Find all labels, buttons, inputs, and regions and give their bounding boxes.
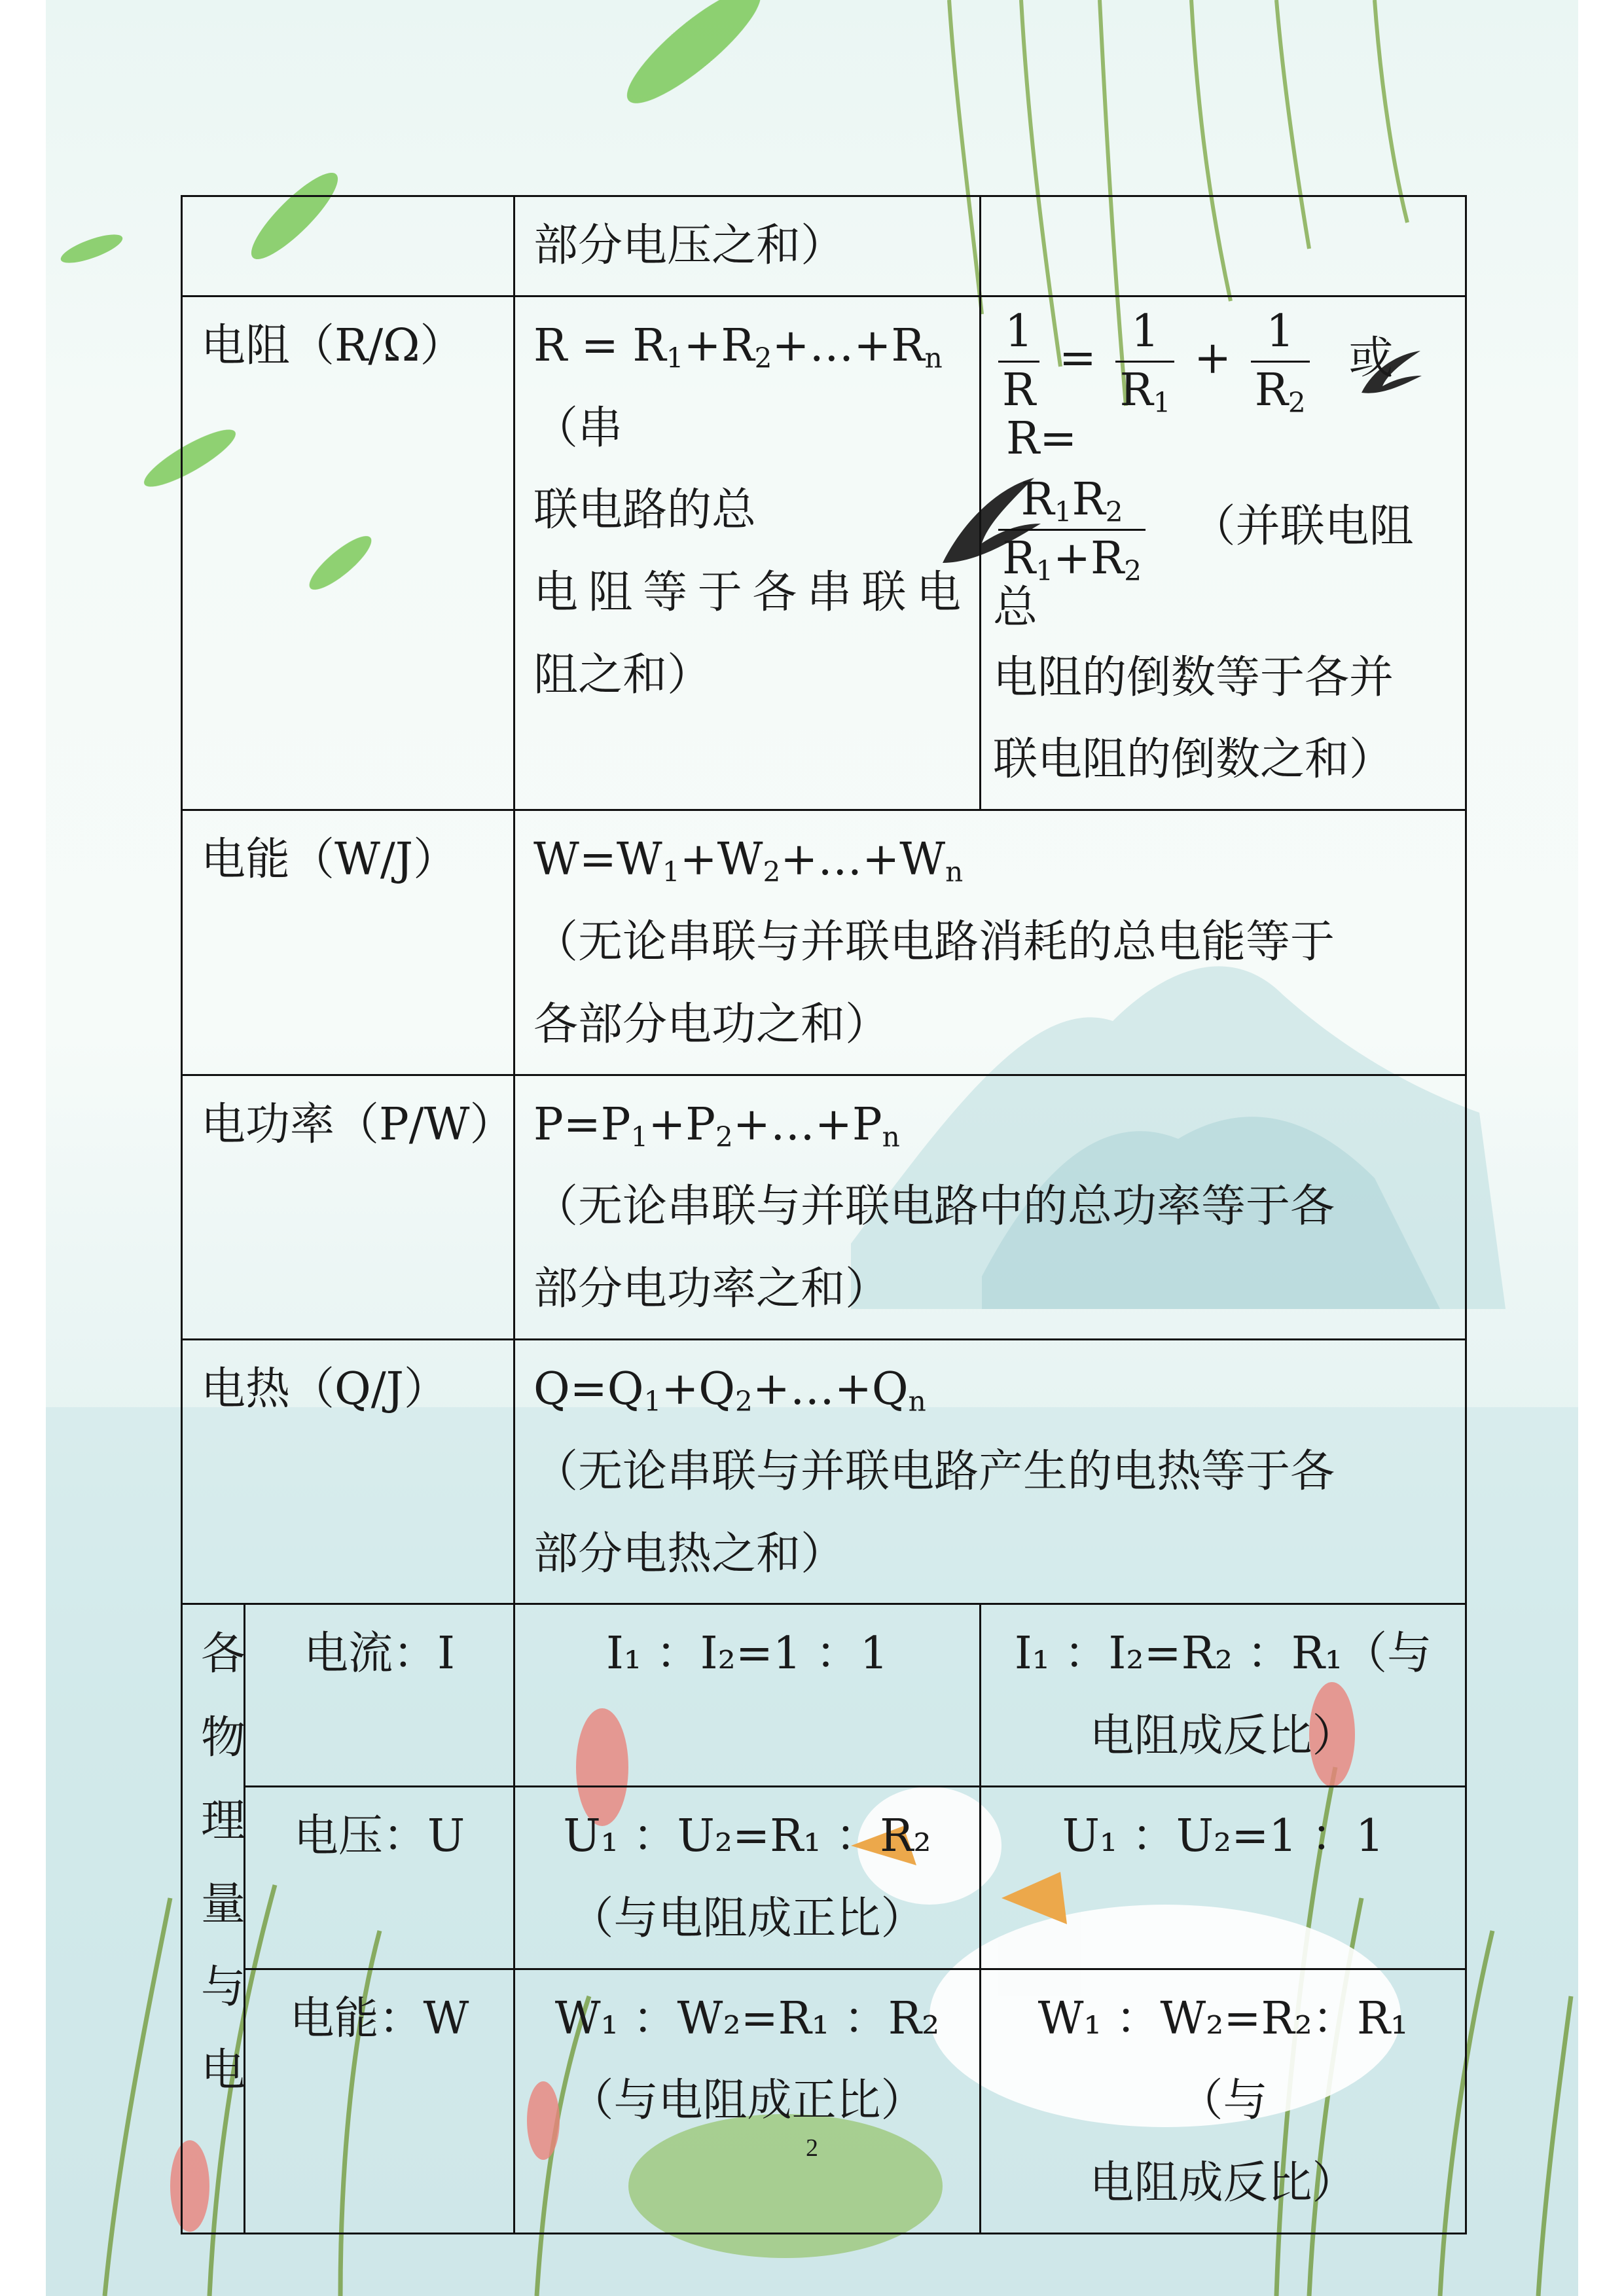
formula: $W=W_1+W_2+\dots+W_n$ [533,834,964,888]
series-cell: U₁ ：U₂=R₁ ：R₂ （与电阻成正比） [514,1786,981,1969]
note: 各部分电功之和） [533,998,890,1050]
series-cell: I₁ ：I₂=1 ：1 [514,1604,981,1787]
parallel-cell: U₁ ：U₂=1 ：1 [981,1786,1466,1969]
combined-cell [514,1075,1466,1339]
note: 部分电功率之和） [533,1263,890,1316]
table-row [182,296,1466,810]
vertical-label: 各 物 理 量 与 电 [182,1604,245,2234]
table-row [182,1075,1466,1339]
series-cell [514,296,981,810]
parallel-cell [981,196,1466,296]
parallel-formula: $\frac{1}{R}$ = $\frac{1}{R_1}$ + $\frac{1}{R_2}$ 或 R= [993,305,1447,464]
parallel-cell: W₁ ：W₂=R₂：R₁（与 电阻成反比） [981,1969,1466,2233]
parallel-formula-2: $\frac{R_1R_2}{R_1+R_2}$ （并联电阻总 [993,474,1414,634]
table-row [182,1969,1466,2233]
table-row [182,1339,1466,1604]
parallel-cell [981,296,1466,810]
row-label: 电功率（P/W） [182,1075,514,1339]
electric-quantities-table [181,195,1467,2234]
fraction: $\frac{1}{R_1}$ [1115,308,1174,416]
formula: $Q=Q_1+Q_2+\dots+Q_n$ [533,1363,926,1418]
series-cell: 部分电压之和） [514,196,981,296]
quantity-label: 电流：I [245,1604,514,1787]
parallel-note: 联电阻的倒数之和） [993,734,1394,786]
combined-cell [514,810,1466,1075]
row-label: 电能（W/J） [182,810,514,1075]
quantity-label: 电压：U [245,1786,514,1969]
row-label: 电阻（R/Ω） [182,296,514,810]
fraction: $\frac{1}{R_2}$ [1251,308,1310,416]
table-row [182,1604,1466,1787]
row-label: 电热（Q/J） [182,1339,514,1604]
empty-cell [182,196,514,296]
parallel-cell: I₁ ：I₂=R₂ ：R₁（与 电阻成反比） [981,1604,1466,1787]
page-right-edge [1578,0,1624,2296]
series-cell: W₁ ：W₂=R₁ ：R₂ （与电阻成正比） [514,1969,981,2233]
table-row [182,196,1466,296]
quantity-label: 电能：W [245,1969,514,2233]
series-formula: $R = R_1+R_2+\dots+R_n$（串 [533,319,943,454]
formula: $P=P_1+P_2+\dots+P_n$ [533,1098,900,1153]
table-row [182,810,1466,1075]
page-number: 2 [806,2134,818,2162]
fraction: $\frac{R_1R_2}{R_1+R_2}$ [998,476,1146,584]
series-note: 联电路的总 [533,484,757,537]
note: 部分电热之和） [533,1528,846,1580]
page-left-edge [0,0,46,2296]
fraction: $\frac{1}{R}$ [998,308,1039,416]
note: （无论串联与并联电路中的总功率等于各 [533,1181,1335,1233]
series-note: 电阻等于各串联电 [533,567,961,619]
series-note: 阻之和） [533,649,712,701]
combined-cell [514,1339,1466,1604]
note: （无论串联与并联电路消耗的总电能等于 [533,916,1335,968]
note: （无论串联与并联电路产生的电热等于各 [533,1445,1335,1498]
parallel-note: 电阻的倒数等于各并 [993,651,1394,704]
table-row [182,1786,1466,1969]
